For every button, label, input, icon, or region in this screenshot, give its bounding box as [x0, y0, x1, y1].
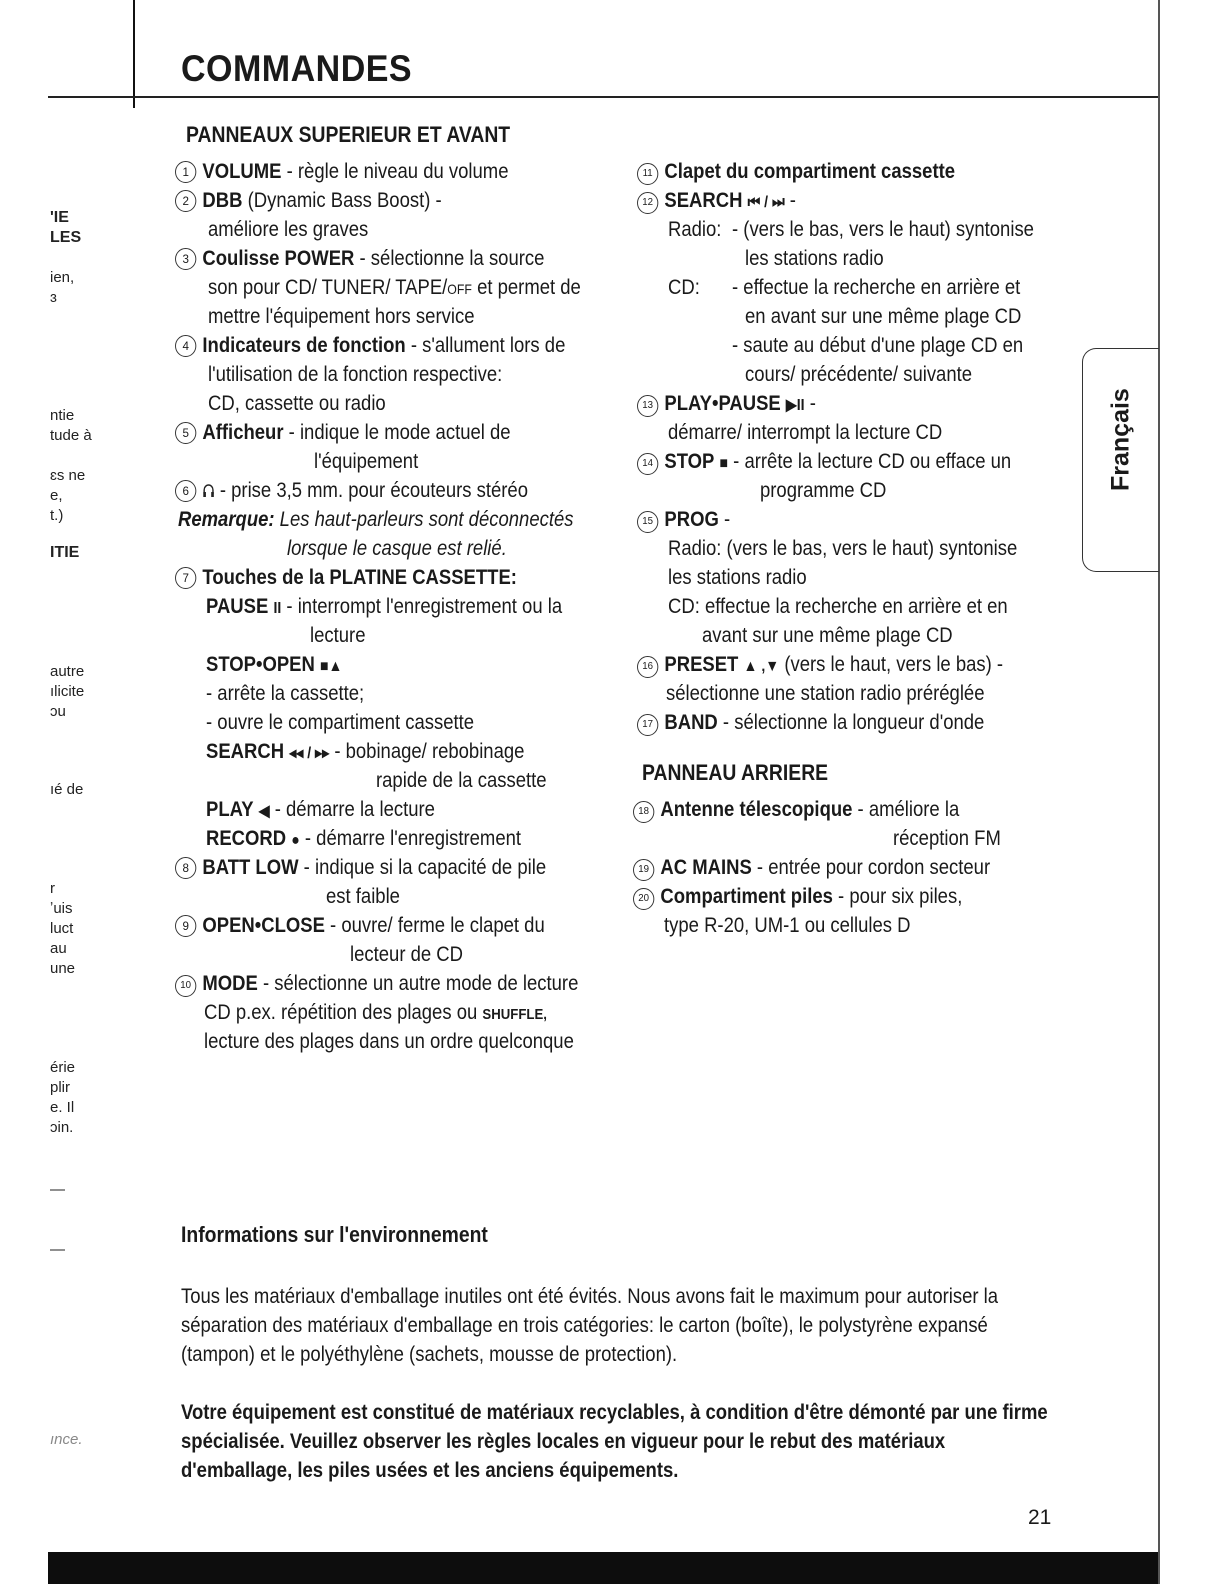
item-16-cont: sélectionne une station radio préréglée [666, 682, 985, 705]
item-2-cont: améliore les graves [208, 218, 369, 241]
cassette-search-cont: rapide de la cassette [376, 769, 547, 792]
bottom-scan-bar [48, 1552, 1158, 1584]
remark: Remarque: Les haut-parleurs sont déconnectés [178, 508, 574, 531]
cassette-stop-line: - arrête la cassette; [206, 682, 365, 705]
environment-heading: Informations sur l'environnement [181, 1222, 488, 1247]
search-radio-a: - (vers le bas, vers le haut) syntonise [732, 218, 1034, 241]
bleed-fragment: t.) [50, 507, 64, 524]
item-13-cont: démarre/ interrompt la lecture CD [668, 421, 943, 444]
item-3-cont: son pour CD/ TUNER/ TAPE/OFF et permet de [208, 276, 581, 299]
item-10-cont: lecture des plages dans un ordre quelconque [204, 1030, 574, 1053]
bleed-fragment: une [50, 960, 76, 977]
bleed-fragment: érie [50, 1059, 76, 1076]
bleed-fragment: ntie [50, 407, 75, 424]
item-2: 2 DBB (Dynamic Bass Boost) - [176, 189, 442, 213]
search-cd-b: en avant sur une même plage CD [745, 305, 1022, 328]
item-14: 14 STOP ■ - arrête la lecture CD ou efface un [638, 450, 1011, 476]
item-20-cont: type R-20, UM-1 ou cellules D [664, 914, 911, 937]
cassette-search: SEARCH ◂◂ / ▸▸ - bobinage/ rebobinage [206, 740, 525, 763]
language-tab-label: Français [1106, 388, 1135, 491]
item-18-cont: réception FM [893, 827, 1001, 850]
item-16: 16 PRESET ▲ ,▼ (vers le haut, vers le bas) - [638, 653, 1003, 679]
remark-cont: lorsque le casque est relié. [287, 537, 507, 560]
cassette-play: PLAY ◀ - démarre la lecture [206, 798, 435, 821]
bleed-fragment: ınce. [50, 1431, 83, 1448]
bleed-fragment: ılicite [50, 683, 85, 700]
item-7: 7 Touches de la PLATINE CASSETTE: [176, 566, 517, 590]
item-10-cont: CD p.ex. répétition des plages ou SHUFFLE, [204, 1001, 547, 1024]
item-5: 5 Afficheur - indique le mode actuel de [176, 421, 511, 445]
top-left-rule [133, 0, 135, 108]
item-9-cont: lecteur de CD [350, 943, 463, 966]
item-1: 1 VOLUME - règle le niveau du volume [176, 160, 508, 184]
header-rule [48, 96, 1158, 98]
bleed-fragment: e, [50, 487, 63, 504]
prog-line: avant sur une même plage CD [702, 624, 953, 647]
bleed-fragment: au [50, 940, 67, 957]
bleed-fragment: autre [50, 663, 85, 680]
search-radio-key: Radio: [668, 218, 722, 241]
item-4-cont: CD, cassette ou radio [208, 392, 386, 415]
item-9: 9 OPEN•CLOSE - ouvre/ ferme le clapet du [176, 914, 545, 938]
cassette-stop-line: - ouvre le compartiment cassette [206, 711, 475, 734]
item-12: 12 SEARCH ⏮ / ⏭ - [638, 189, 796, 215]
search-cd-c: - saute au début d'une plage CD en [732, 334, 1024, 357]
item-19: 19 AC MAINS - entrée pour cordon secteur [634, 856, 990, 881]
item-3-cont: mettre l'équipement hors service [208, 305, 475, 328]
bleed-fragment: LES [50, 229, 82, 246]
bleed-fragment: ıé de [50, 781, 84, 798]
environment-paragraph: Tous les matériaux d'emballage inutiles ont été évités. Nous avons fait le maximum pour autoriser la séparation des matériaux d'emballage en trois catégories: le carton (boîte), le polystyrène expansé (tampon) et le polyéthylène (sachets, mousse de protection). [181, 1285, 999, 1366]
bleed-fragment: ITIE [50, 544, 80, 561]
prog-line: CD: effectue la recherche en arrière et en [668, 595, 1008, 618]
search-cd-key: CD: [668, 276, 700, 299]
search-cd-a: - effectue la recherche en arrière et [732, 276, 1021, 299]
bleed-fragment: luct [50, 920, 74, 937]
item-3: 3 Coulisse POWER - sélectionne la source [176, 247, 544, 271]
cassette-record: RECORD ● - démarre l'enregistrement [206, 827, 522, 850]
item-4-cont: l'utilisation de la fonction respective: [208, 363, 503, 386]
page-edge [1158, 0, 1160, 1584]
bleed-fragment: 'IE [50, 209, 69, 226]
item-10: 10 MODE - sélectionne un autre mode de lecture [176, 972, 578, 997]
cassette-pause: PAUSE II - interrompt l'enregistrement ou la [206, 595, 563, 618]
prog-line: les stations radio [668, 566, 807, 589]
front-panel-heading: PANNEAUX SUPERIEUR ET AVANT [186, 122, 511, 147]
cassette-stop-open: STOP•OPEN ■▲ [206, 653, 343, 676]
page-number: 21 [1028, 1506, 1052, 1529]
item-13: 13 PLAY•PAUSE ▶II - [638, 392, 816, 418]
bleed-fragment: r [50, 880, 55, 897]
item-18: 18 Antenne télescopique - améliore la [634, 798, 959, 823]
bleed-fragment: ɜ [50, 289, 57, 306]
bleed-fragment: ɔu [50, 703, 66, 720]
prog-line: Radio: (vers le bas, vers le haut) syntonise [668, 537, 1018, 560]
search-cd-d: cours/ précédente/ suivante [745, 363, 973, 386]
item-15: 15 PROG - [638, 508, 730, 533]
item-14-cont: programme CD [760, 479, 887, 502]
item-4: 4 Indicateurs de fonction - s'allument lors de [176, 334, 565, 358]
bleed-fragment: ɔin. [50, 1119, 74, 1136]
bleed-fragment: — [50, 1181, 65, 1198]
item-17: 17 BAND - sélectionne la longueur d'onde [638, 711, 984, 736]
bleed-fragment: tude à [50, 427, 92, 444]
item-11: 11 Clapet du compartiment cassette [638, 160, 955, 185]
item-5-cont: l'équipement [314, 450, 419, 473]
environment-notice: Votre équipement est constitué de matériaux recyclables, à condition d'être démonté par une firme spécialisée. Veuillez observer les règles locales en vigueur pour le rebut des matériaux d'emballage, les piles usées et les anciens équipements. [181, 1401, 1048, 1482]
item-6: 6 - prise 3,5 mm. pour écouteurs stéréo [176, 479, 528, 503]
bleed-fragment: ʼuis [50, 900, 73, 917]
page-title: COMMANDES [181, 48, 413, 89]
cassette-pause-cont: lecture [310, 624, 366, 647]
search-radio-b: les stations radio [745, 247, 884, 270]
item-8: 8 BATT LOW - indique si la capacité de pile [176, 856, 546, 880]
bleed-fragment: — [50, 1241, 65, 1258]
bleed-fragment: ɛs ne [50, 467, 86, 484]
bleed-fragment: plir [50, 1079, 71, 1096]
bleed-fragment: e. Il [50, 1099, 75, 1116]
item-8-cont: est faible [326, 885, 400, 908]
bleed-fragment: ien, [50, 269, 75, 286]
rear-panel-heading: PANNEAU ARRIERE [642, 760, 829, 785]
headphones-icon [202, 482, 214, 498]
item-20: 20 Compartiment piles - pour six piles, [634, 885, 962, 910]
